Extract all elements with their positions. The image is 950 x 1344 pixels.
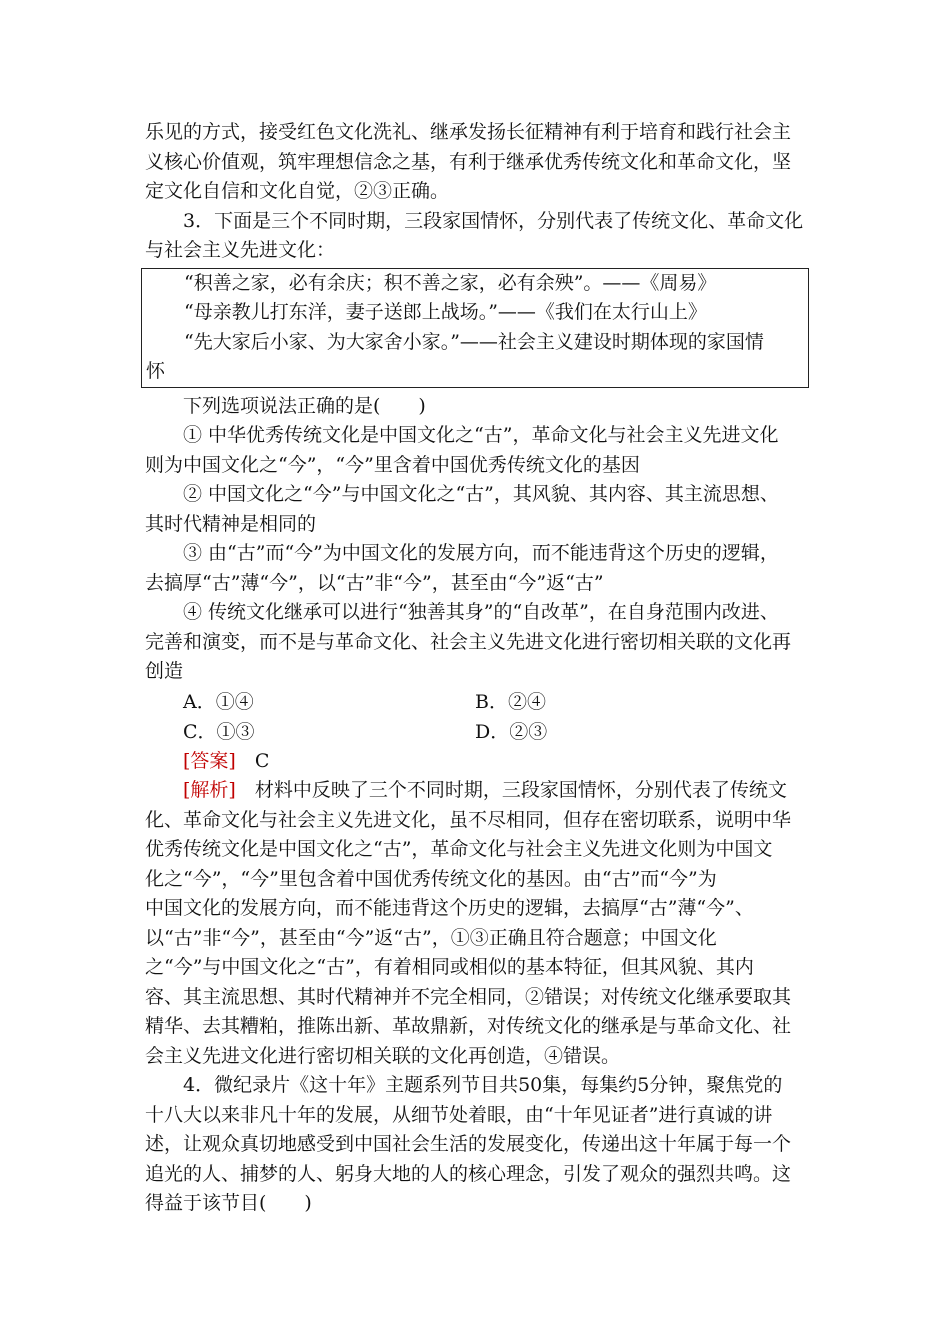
question-3-prompt: 下列选项说法正确的是( ) <box>183 394 426 417</box>
analysis-paragraph <box>145 776 817 1071</box>
text-line: ③ 由“古”而“今”为中国文化的发展方向，而不能违背这个历史的逻辑， <box>183 542 779 564</box>
document-body <box>145 118 817 1219</box>
text-line: 容、其主流思想、其时代精神并不完全相同，②错误；对传统文化继承要取其 <box>145 985 792 1008</box>
analysis-tag: [解析] <box>183 779 236 801</box>
text-line: 精华、去其糟粕，推陈出新、革故鼎新，对传统文化的继承是与革命文化、社 <box>145 1015 792 1037</box>
statement-3 <box>145 539 817 598</box>
quote-box <box>141 268 809 388</box>
text-line: 得益于该节目( ) <box>145 1192 312 1214</box>
option-d: D．②③ <box>475 720 548 743</box>
text-line: 十八大以来非凡十年的发展，从细节处着眼，由“十年见证者”进行真诚的讲 <box>145 1103 773 1126</box>
text-line: ② 中国文化之“今”与中国文化之“古”，其风貌、其内容、其主流思想、 <box>183 483 779 505</box>
text-line: 去搞厚“古”薄“今”，以“古”非“今”，甚至由“今”返“古” <box>145 571 604 594</box>
quote-line: “母亲教儿打东洋，妻子送郎上战场。”——《我们在太行山上》 <box>184 301 707 323</box>
text-line: 以“古”非“今”，甚至由“今”返“古”，①③正确且符合题意；中国文化 <box>145 926 717 949</box>
statement-1 <box>145 421 817 480</box>
option-c: C．①③ <box>183 720 255 743</box>
intro-paragraph <box>145 118 817 207</box>
question-4-stem <box>145 1071 817 1219</box>
text-line: 化、革命文化与社会主义先进文化，虽不尽相同，但存在密切联系，说明中华 <box>145 808 792 831</box>
statement-4 <box>145 598 817 687</box>
quote-line: “积善之家，必有余庆；积不善之家，必有余殃”。——《周易》 <box>184 271 717 294</box>
text-line: 之“今”与中国文化之“古”，有着相同或相似的基本特征，但其风貌、其内 <box>145 956 754 978</box>
text-line: 义核心价值观，筑牢理想信念之基，有利于继承优秀传统文化和革命文化，坚 <box>145 150 792 173</box>
option-b: B．②④ <box>475 690 546 713</box>
text-line: 其时代精神是相同的 <box>145 512 317 535</box>
answer-tag: [答案] <box>183 749 236 772</box>
text-line: 化之“今”，“今”里包含着中国优秀传统文化的基因。由“古”而“今”为 <box>145 867 717 890</box>
text-line: 创造 <box>145 660 184 682</box>
options-row-2 <box>145 717 817 747</box>
text-line: ① 中华优秀传统文化是中国文化之“古”，革命文化与社会主义先进文化 <box>183 424 779 446</box>
statement-2 <box>145 480 817 539</box>
answer-line <box>145 747 817 777</box>
option-a: A．①④ <box>183 690 254 713</box>
text-line: 材料中反映了三个不同时期，三段家国情怀，分别代表了传统文 <box>235 779 787 801</box>
text-line: 追光的人、捕梦的人、躬身大地的人的核心理念，引发了观众的强烈共鸣。这 <box>145 1162 792 1185</box>
text-line: 乐见的方式，接受红色文化洗礼、继承发扬长征精神有利于培育和践行社会主 <box>145 121 792 143</box>
text-line: ④ 传统文化继承可以进行“独善其身”的“自改革”，在自身范围内改进、 <box>183 601 779 623</box>
text-line: 优秀传统文化是中国文化之“古”，革命文化与社会主义先进文化则为中国文 <box>145 838 773 860</box>
options-row-1 <box>145 687 817 717</box>
text-line: 定文化自信和文化自觉，②③正确。 <box>145 180 450 202</box>
question-3-stem <box>145 207 817 266</box>
text-line: 述，让观众真切地感受到中国社会生活的发展变化，传递出这十年属于每一个 <box>145 1133 792 1155</box>
text-line: 则为中国文化之“今”，“今”里含着中国优秀传统文化的基因 <box>145 453 640 476</box>
text-line: 与社会主义先进文化： <box>145 239 336 261</box>
text-line: 3．下面是三个不同时期，三段家国情怀，分别代表了传统文化、革命文化 <box>183 209 804 232</box>
quote-line: 怀 <box>146 360 166 382</box>
answer-value: C <box>235 749 270 772</box>
quote-line: “先大家后小家、为大家舍小家。”——社会主义建设时期体现的家国情 <box>184 330 764 353</box>
text-line: 4．微纪录片《这十年》主题系列节目共50集，每集约5分钟，聚焦党的 <box>183 1074 783 1096</box>
text-line: 会主义先进文化进行密切相关联的文化再创造，④错误。 <box>145 1044 621 1067</box>
text-line: 完善和演变，而不是与革命文化、社会主义先进文化进行密切相关联的文化再 <box>145 630 792 653</box>
text-line: 中国文化的发展方向，而不能违背这个历史的逻辑，去搞厚“古”薄“今”、 <box>145 897 754 919</box>
